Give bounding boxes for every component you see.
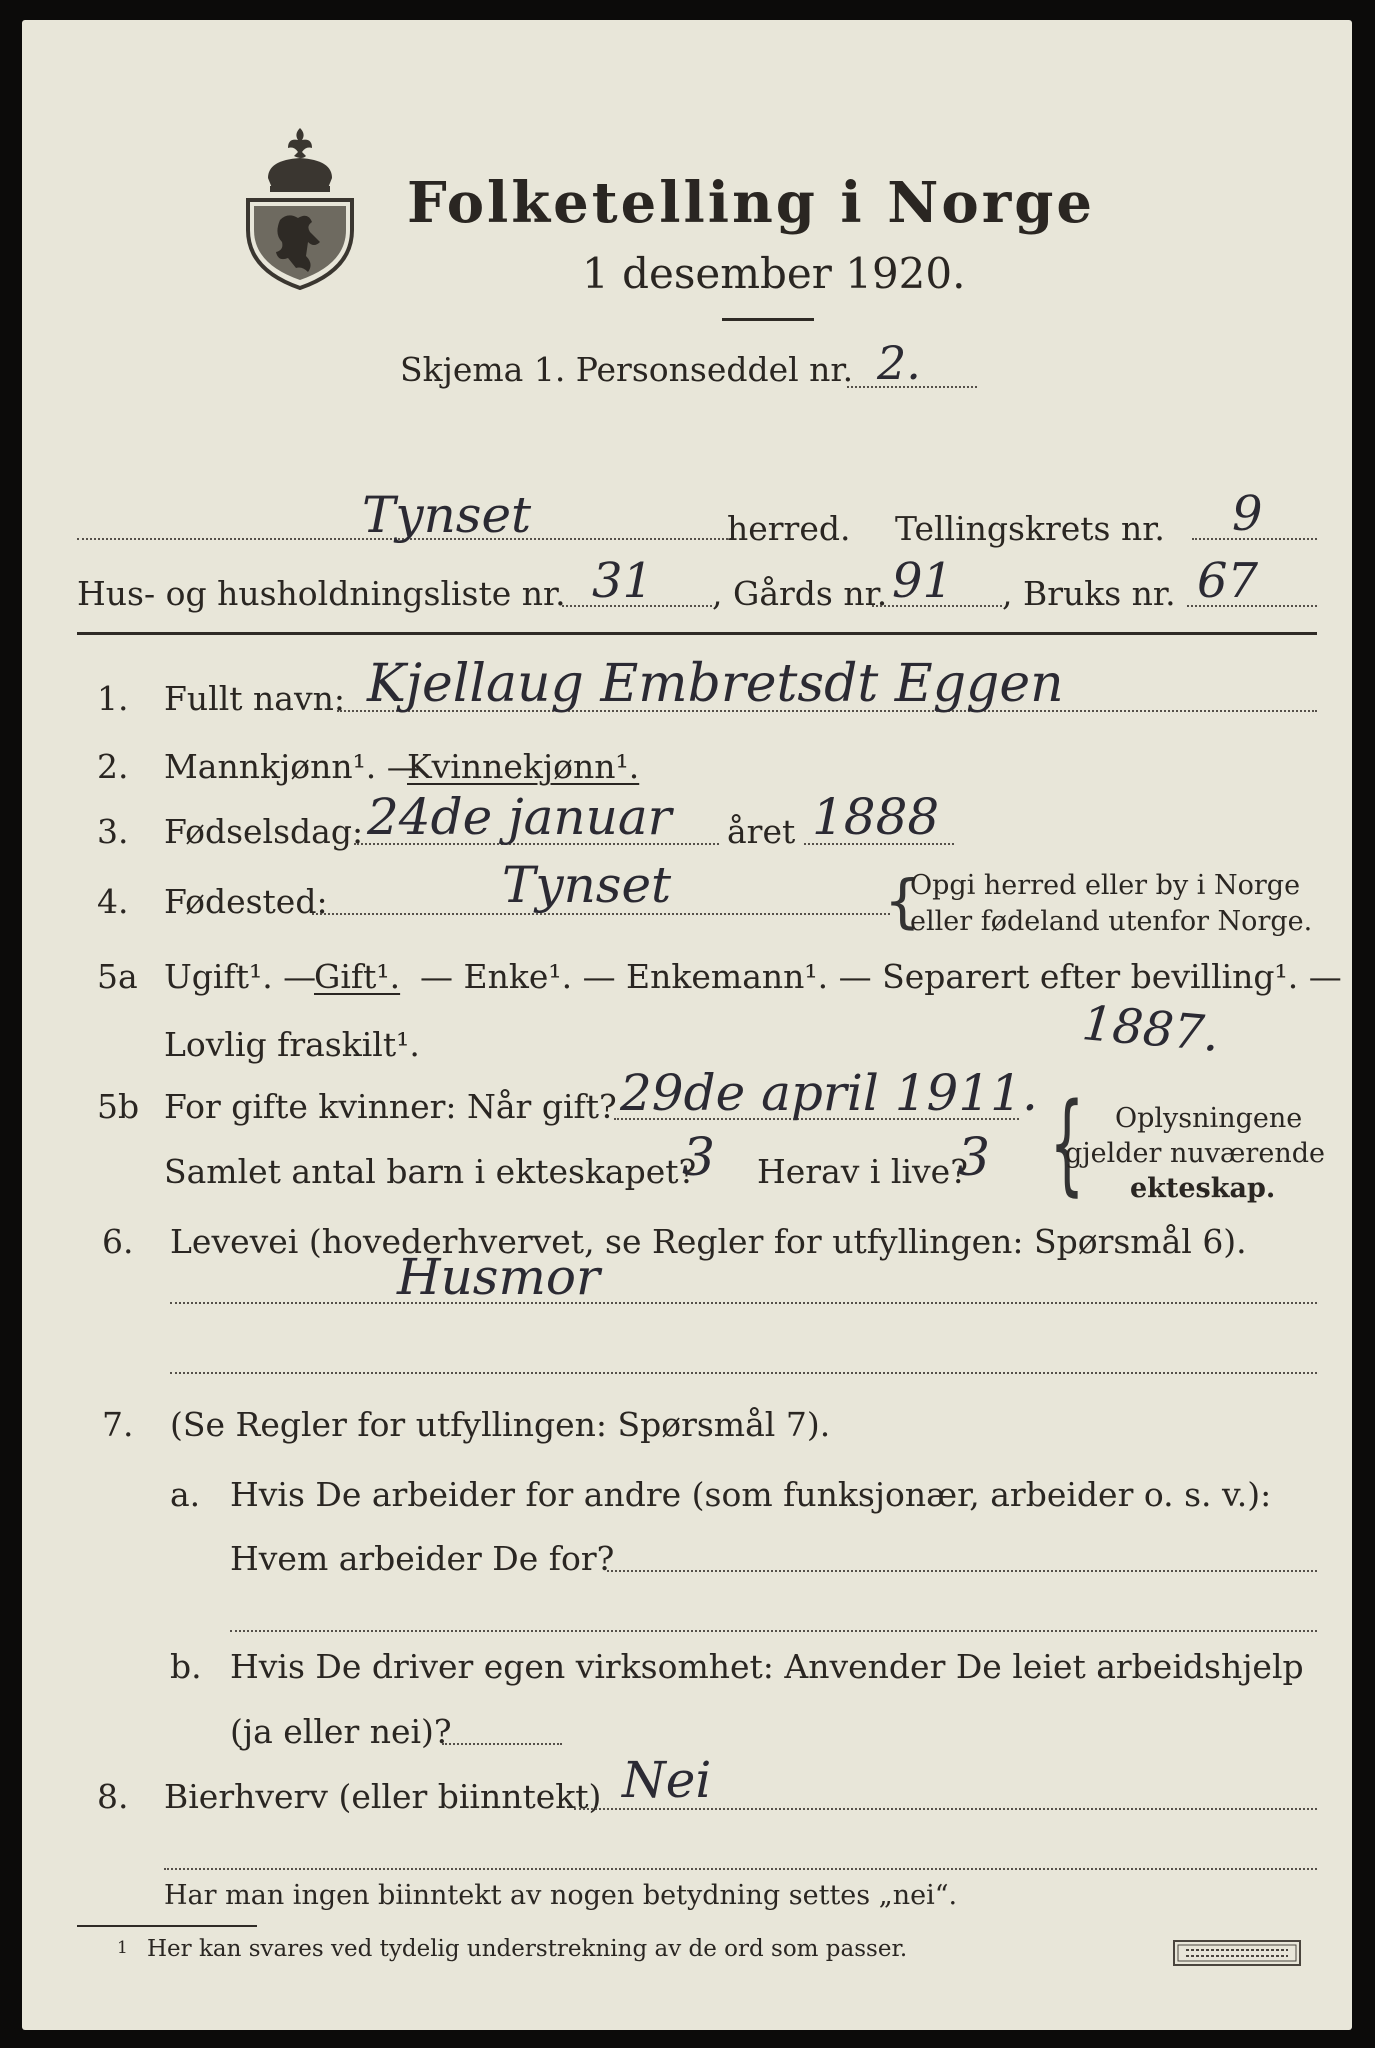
q5a-number: 5a [97,957,138,996]
q5b-marriage-date: 29de april 1911. [620,1064,1038,1122]
q7a-line1 [607,1570,1317,1572]
q3-label: Fødselsdag: [164,812,364,851]
q5a-line2: Lovlig fraskilt¹. [164,1025,420,1064]
footnote-rule [77,1925,257,1927]
gards-nr: 91 [892,553,954,609]
printer-stamp-icon [1172,1938,1302,1968]
q7b-question: (ja eller nei)? [230,1712,452,1751]
q5b-note-brace: { [1049,1079,1085,1207]
hus-nr: 31 [592,553,654,609]
q5b-number: 5b [97,1087,140,1126]
q4-note-line1: Opgi herred eller by i Norge [910,870,1301,901]
form-title: Folketelling i Norge [407,170,1096,236]
q7a-letter: a. [170,1475,201,1514]
herred-value: Tynset [362,486,532,544]
herred-label: herred. [727,509,851,548]
footnote-mark: 1 [117,1938,128,1958]
q5a-gift-underlined: Gift¹. [314,957,401,996]
q5b-children-value: 3 [682,1128,716,1188]
hus-label: Hus- og husholdningsliste nr. [77,574,566,613]
q8-number: 8. [97,1777,129,1816]
q1-number: 1. [97,679,129,718]
personseddel-nr: 2. [877,336,921,390]
q1-label: Fullt navn: [164,679,345,718]
q4-number: 4. [97,882,129,921]
q6-number: 6. [102,1222,134,1261]
q5b-label: For gifte kvinner: Når gift? [164,1087,617,1126]
q7-number: 7. [102,1405,134,1444]
q3-day-value: 24de januar [367,788,672,846]
q7-label: (Se Regler for utfyllingen: Spørsmål 7). [170,1405,831,1444]
q7a-line2 [230,1630,1317,1632]
norwegian-lion-shield-icon [240,120,360,290]
q8-line2 [164,1868,1317,1870]
q3-year-value: 1888 [812,788,940,846]
q7a-text: Hvis De arbeider for andre (som funksjonær, arbeider o. s. v.): [230,1475,1272,1514]
q5a-ugift: Ugift¹. — [164,957,317,996]
q4-note-brace: { [884,867,921,935]
tellingskrets-label: Tellingskrets nr. [895,509,1165,548]
q5b-note-line1: Oplysningene [1115,1103,1303,1134]
q7b-line [442,1743,562,1745]
title-divider [722,318,814,321]
q3-number: 3. [97,812,129,851]
q6-occupation-value: Husmor [397,1248,600,1306]
q2-male: Mannkjønn¹. — [164,747,420,786]
census-date: 1 desember 1920. [582,249,966,298]
schema-label: Skjema 1. Personseddel nr. [400,350,854,389]
q5b-note-line2: gjelder nuværende [1065,1138,1325,1169]
q7a-question: Hvem arbeider De for? [230,1539,615,1578]
q4-birthplace-value: Tynset [502,856,672,914]
q5b-note-line3: ekteskap. [1130,1173,1276,1204]
q7b-letter: b. [170,1647,202,1686]
q5b-children-label: Samlet antal barn i ekteskapet? [164,1152,697,1191]
q8-label: Bierhverv (eller biinntekt) [164,1777,602,1816]
footnote-text: Her kan svares ved tydelig understrekning av de ord som passer. [147,1936,908,1962]
q5a-margin-note: 1887. [1079,995,1222,1063]
census-form [22,20,1352,2030]
q5a-other-options: — Enke¹. — Enkemann¹. — Separert efter bevilling¹. — [420,957,1342,996]
header-rule [77,632,1317,635]
q6-line2 [170,1372,1317,1374]
q1-name-value: Kjellaug Embretsdt Eggen [367,654,1064,714]
tellingskrets-nr: 9 [1232,486,1263,542]
q6-line1 [170,1302,1317,1304]
q6-label: Levevei (hovederhvervet, se Regler for utfyllingen: Spørsmål 6). [170,1222,1247,1261]
q8-value: Nei [622,1751,712,1809]
q7b-text: Hvis De driver egen virksomhet: Anvender De leiet arbeidshjelp [230,1647,1304,1686]
bruks-label: , Bruks nr. [1002,574,1176,613]
footer-note: Har man ingen biinntekt av nogen betydning settes „nei“. [164,1880,958,1911]
q3-year-label: året [727,812,796,851]
q5b-alive-value: 3 [957,1128,991,1188]
q4-note-line2: eller fødeland utenfor Norge. [910,906,1313,937]
q4-label: Fødested: [164,882,328,921]
bruks-nr: 67 [1197,553,1259,609]
q5b-alive-label: Herav i live? [757,1152,968,1191]
q2-number: 2. [97,747,129,786]
gards-label: , Gårds nr. [712,574,888,613]
q2-female-underlined: Kvinnekjønn¹. [407,747,640,786]
